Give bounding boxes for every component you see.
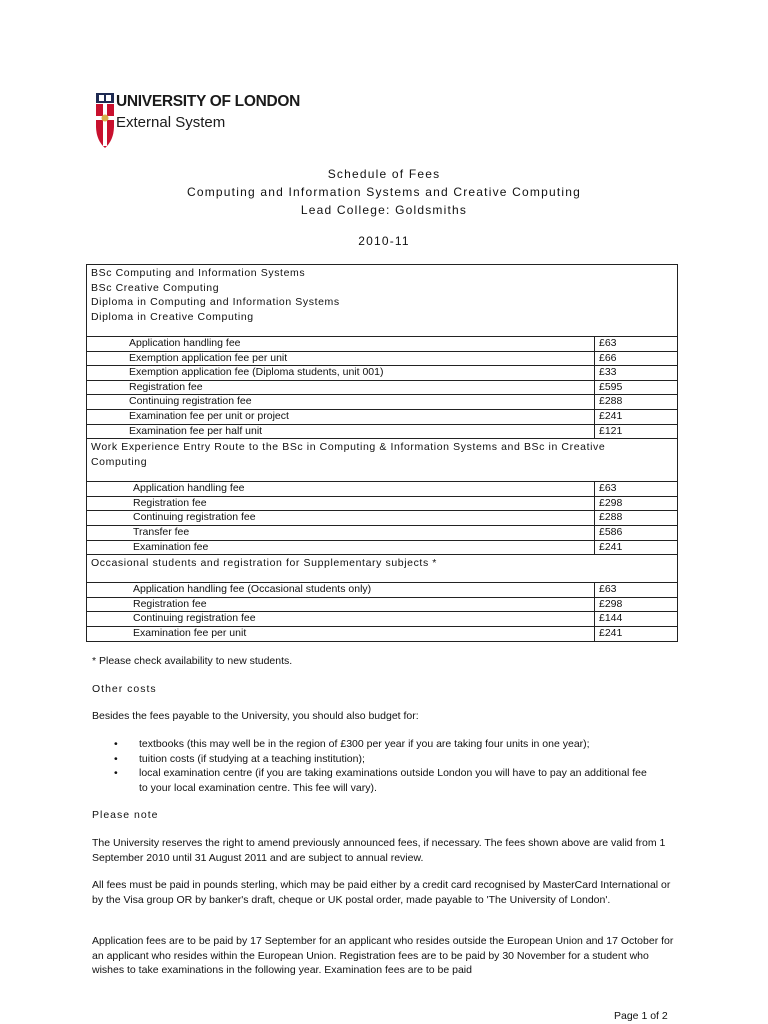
fee-item: Examination fee per half unit (87, 424, 595, 439)
fee-item: Continuing registration fee (87, 612, 595, 627)
section-heading-row (87, 555, 678, 583)
fee-row (87, 626, 678, 641)
fee-amount: £241 (595, 409, 678, 424)
list-item-text: local examination centre (if you are taking examinations outside London you will have to pay an additional fee to your local examination centre. This fee will vary). (139, 767, 647, 794)
bullet-icon: • (114, 752, 118, 765)
note-paragraph: All fees must be paid in pounds sterling, which may be paid either by a credit card recognised by MasterCard International or by the Visa group OR by banker's draft, cheque or UK postal order, made payable to 'The University of London'. (92, 879, 671, 906)
section-heading-line: BSc Computing and Information Systems (91, 267, 306, 279)
fee-amount: £33 (595, 366, 678, 381)
section-heading (87, 555, 678, 583)
section-heading-line: Diploma in Computing and Information Systems (91, 296, 340, 308)
fee-item: Registration fee (87, 380, 595, 395)
fee-item: Examination fee (87, 540, 595, 555)
page-number: Page 1 of 2 (614, 1010, 668, 1022)
other-costs-intro: Besides the fees payable to the University, you should also budget for: (92, 710, 419, 722)
fee-item: Application handling fee (87, 482, 595, 497)
fee-amount: £298 (595, 496, 678, 511)
fee-row (87, 482, 678, 497)
list-item-text: tuition costs (if studying at a teaching institution); (139, 752, 365, 765)
university-logo (94, 90, 312, 152)
fee-amount: £288 (595, 395, 678, 410)
list-item-text: textbooks (this may well be in the region of £300 per year if you are taking four units in one year); (139, 738, 590, 750)
fee-item: Examination fee per unit (87, 626, 595, 641)
section-heading-line: Computing (91, 455, 148, 468)
fee-amount: £298 (595, 597, 678, 612)
fee-row (87, 366, 678, 381)
fee-amount: £288 (595, 511, 678, 526)
section-heading-line: Occasional students and registration for Supplementary subjects * (91, 557, 437, 570)
other-costs-list (92, 737, 652, 795)
section-heading-line: Diploma in Creative Computing (91, 310, 254, 323)
section-heading-line: Work Experience Entry Route to the BSc in Computing & Information Systems and BSc in Creative (91, 441, 606, 454)
please-note-heading: Please note (92, 809, 159, 821)
fee-amount: £241 (595, 540, 678, 555)
programme-title: Computing and Information Systems and Creative Computing (186, 185, 582, 199)
fee-row (87, 612, 678, 627)
fee-amount: £595 (595, 380, 678, 395)
section-heading (87, 439, 678, 482)
fee-item: Registration fee (87, 496, 595, 511)
fee-row (87, 337, 678, 352)
section-heading-row (87, 265, 678, 337)
crest-icon (94, 90, 116, 152)
fee-item: Application handling fee (87, 337, 595, 352)
logo-subtitle: External System (116, 114, 226, 131)
fee-row (87, 395, 678, 410)
fee-item: Registration fee (87, 597, 595, 612)
fee-amount: £121 (595, 424, 678, 439)
fee-row (87, 583, 678, 598)
academic-year: 2010-11 (358, 234, 410, 248)
fee-item: Application handling fee (Occasional students only) (87, 583, 595, 598)
list-item (92, 752, 652, 767)
fee-item: Examination fee per unit or project (87, 409, 595, 424)
fee-item: Exemption application fee (Diploma students, unit 001) (87, 366, 595, 381)
fee-amount: £66 (595, 351, 678, 366)
fee-row (87, 409, 678, 424)
list-item (92, 766, 652, 795)
note-paragraph: Application fees are to be paid by 17 September for an applicant who resides outside the European Union and 17 October for an applicant who resides within the European Union. Registration fees are to be paid by 30 November for a student who wishes to take examinations in the following year. Examination fees are to be paid (92, 935, 674, 976)
fee-item: Transfer fee (87, 525, 595, 540)
logo-university-name: UNIVERSITY OF LONDON (116, 93, 301, 110)
fee-item: Exemption application fee per unit (87, 351, 595, 366)
section-heading-row (87, 439, 678, 482)
footnote: * Please check availability to new students. (92, 655, 293, 667)
bullet-icon: • (114, 767, 118, 779)
fee-row (87, 351, 678, 366)
other-costs-heading: Other costs (92, 683, 157, 695)
section-heading (87, 265, 678, 337)
lead-college: Lead College: Goldsmiths (300, 203, 468, 217)
fee-row (87, 424, 678, 439)
fee-amount: £63 (595, 583, 678, 598)
fee-amount: £586 (595, 525, 678, 540)
bullet-icon: • (114, 738, 118, 750)
fee-amount: £63 (595, 337, 678, 352)
fee-item: Continuing registration fee (87, 511, 595, 526)
fee-table (86, 264, 678, 642)
document-title: Schedule of Fees (327, 167, 441, 181)
fee-row (87, 511, 678, 526)
fee-amount: £241 (595, 626, 678, 641)
fee-item: Continuing registration fee (87, 395, 595, 410)
fee-row (87, 597, 678, 612)
note-paragraph: The University reserves the right to amend previously announced fees, if necessary. The fees shown above are valid from 1 September 2010 until 31 August 2011 and are subject to annual review. (92, 837, 666, 864)
fee-row (87, 496, 678, 511)
fee-row (87, 380, 678, 395)
fee-row (87, 525, 678, 540)
section-heading-line: BSc Creative Computing (91, 281, 220, 294)
fee-row (87, 540, 678, 555)
fee-amount: £144 (595, 612, 678, 627)
list-item (92, 737, 652, 752)
fee-amount: £63 (595, 482, 678, 497)
